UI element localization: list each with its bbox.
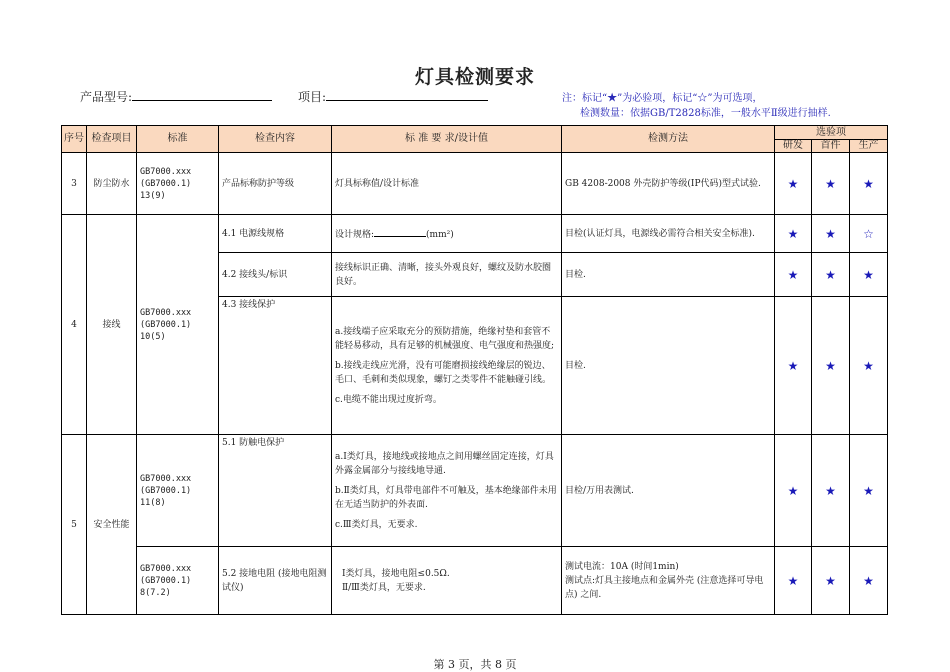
row5-2-req-1: Ⅰ类灯具，接地电阻≤0.5Ω.: [342, 568, 450, 579]
table-row: [62, 435, 888, 547]
header-first: 首件: [812, 140, 850, 153]
row5-1-req-a: a.Ⅰ类灯具，接地线或接地点之间用螺丝固定连接，灯具外露金属部分与接线地导通.: [335, 451, 554, 476]
row5-2-method: [562, 547, 775, 615]
project-field: [298, 88, 488, 105]
note-line-1: 注：标记“★”为必验项，标记“☆”为可选项，: [562, 93, 763, 104]
row4-1-req-prefix: 设计规格:: [335, 229, 375, 240]
header-method: 检测方法: [562, 126, 775, 153]
row5-2-standard: GB7000.xxx (GB7000.1) 8(7.2): [137, 547, 219, 615]
row3-seq: 3: [62, 153, 87, 215]
row3-requirement: 灯具标称值/设计标准: [332, 153, 562, 215]
row4-1-first-mark: ★: [812, 215, 850, 253]
row4-3-prod-mark: ★: [850, 297, 888, 435]
row4-1-requirement: [332, 215, 562, 253]
row4-1-content: 4.1 电源线规格: [219, 215, 332, 253]
row5-item: 安全性能: [87, 435, 137, 615]
row3-content: 产品标称防护等级: [219, 153, 332, 215]
header-requirement: 标 准 要 求/设计值: [332, 126, 562, 153]
row5-2-method-2: 测试点:灯具主接地点和金属外壳 (注意选择可导电点) 之间.: [565, 575, 764, 600]
row5-2-req-2: Ⅱ/Ⅲ类灯具，无要求.: [342, 582, 426, 593]
header-row: [62, 126, 888, 140]
row4-1-prod-mark: ☆: [850, 215, 888, 253]
table-row: [62, 153, 888, 215]
row4-3-content: 4.3 接线保护: [219, 297, 332, 435]
row5-2-first-mark: ★: [812, 547, 850, 615]
row4-3-req-a: a.接线端子应采取充分的预防措施，绝缘衬垫和套管不能轻易移动，具有足够的机械强度、电气强度和热强度;: [335, 326, 555, 351]
row5-2-requirement: [332, 547, 562, 615]
header-dev: 研发: [775, 140, 812, 153]
row4-1-dev-mark: ★: [775, 215, 812, 253]
row5-1-first-mark: ★: [812, 435, 850, 547]
header-prod: 生产: [850, 140, 888, 153]
project-blank: [326, 88, 488, 101]
row5-1-req-b: b.Ⅱ类灯具，灯具带电部件不可触及，基本绝缘部件未用在无适当防护的外表面.: [335, 485, 557, 510]
row4-standard: GB7000.xxx (GB7000.1) 10(5): [137, 215, 219, 435]
row4-2-prod-mark: ★: [850, 253, 888, 297]
row4-2-dev-mark: ★: [775, 253, 812, 297]
row4-2-requirement: 接线标识正确、清晰，接头外观良好，螺纹及防水胶圈良好。: [332, 253, 562, 297]
product-model-blank: [132, 88, 272, 101]
row4-1-method: 目检(认证灯具，电源线必需符合相关安全标准).: [562, 215, 775, 253]
row5-1-req-c: c.Ⅲ类灯具，无要求.: [335, 519, 418, 530]
header-content: 检查内容: [219, 126, 332, 153]
row5-2-content: 5.2 接地电阻 (接地电阻测试仪): [219, 547, 332, 615]
row3-item: 防尘防水: [87, 153, 137, 215]
row4-3-requirement: [332, 297, 562, 435]
row4-2-content: 4.2 接线头/标识: [219, 253, 332, 297]
row5-1-dev-mark: ★: [775, 435, 812, 547]
row4-3-dev-mark: ★: [775, 297, 812, 435]
project-label: 项目:: [298, 90, 327, 104]
row5-2-dev-mark: ★: [775, 547, 812, 615]
spec-blank: [374, 226, 426, 237]
row3-method: GB 4208-2008 外壳防护等级(IP代码)型式试验.: [562, 153, 775, 215]
row3-prod-mark: ★: [850, 153, 888, 215]
header-seq: 序号: [62, 126, 87, 153]
page-footer: 第 3 页，共 8 页: [433, 658, 517, 671]
row5-1-requirement: [332, 435, 562, 547]
row5-seq: 5: [62, 435, 87, 615]
row5-2-method-1: 测试电流：10A (时间1min): [565, 561, 679, 572]
table-row: [62, 215, 888, 253]
row5-1-content: 5.1 防触电保护: [219, 435, 332, 547]
inspection-table: [61, 125, 888, 615]
row4-3-req-b: b.接线走线应光滑，没有可能磨损接线绝缘层的锐边、毛口、毛刺和类似现象，螺钉之类零件不能触碰引线。: [335, 360, 552, 385]
row5-2-prod-mark: ★: [850, 547, 888, 615]
row5-1-method: 目检/万用表测试.: [562, 435, 775, 547]
note-line-2: 检测数量：依据GB/T2828标准，一般水平Ⅱ级进行抽样.: [580, 108, 831, 119]
row3-first-mark: ★: [812, 153, 850, 215]
product-model-label: 产品型号:: [80, 90, 133, 104]
row3-dev-mark: ★: [775, 153, 812, 215]
row5-1-prod-mark: ★: [850, 435, 888, 547]
header-item: 检查项目: [87, 126, 137, 153]
header-options: 选验项: [775, 126, 888, 140]
row4-2-first-mark: ★: [812, 253, 850, 297]
row4-item: 接线: [87, 215, 137, 435]
page-title: 灯具检测要求: [414, 66, 535, 88]
row3-standard: GB7000.xxx (GB7000.1) 13(9): [137, 153, 219, 215]
row4-3-req-c: c.电缆不能出现过度折弯。: [335, 394, 442, 405]
table-row: [62, 547, 888, 615]
row4-3-first-mark: ★: [812, 297, 850, 435]
row5-1-standard: GB7000.xxx (GB7000.1) 11(8): [137, 435, 219, 547]
row4-3-method: 目检.: [562, 297, 775, 435]
product-model-field: [80, 88, 272, 105]
row4-seq: 4: [62, 215, 87, 435]
row4-2-method: 目检.: [562, 253, 775, 297]
header-standard: 标准: [137, 126, 219, 153]
row4-1-req-unit: (mm²): [426, 229, 454, 240]
